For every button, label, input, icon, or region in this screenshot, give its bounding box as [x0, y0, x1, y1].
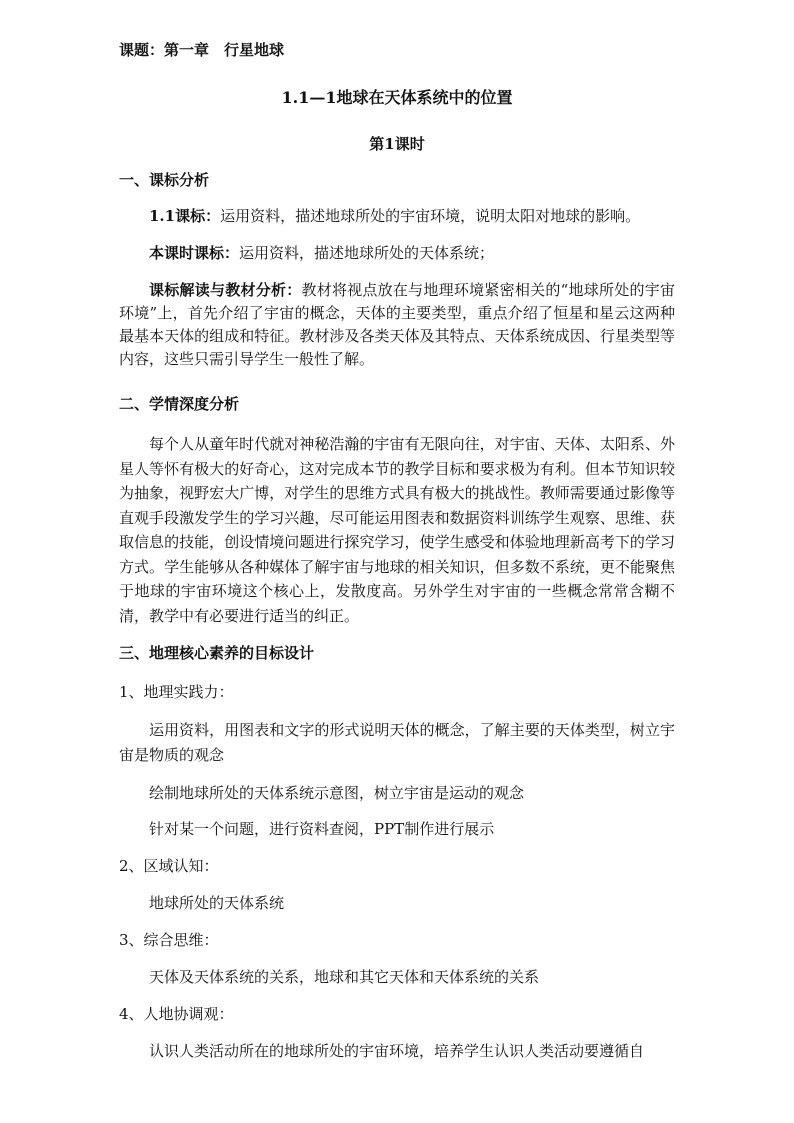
analysis-label: 课标解读与教材分析： — [149, 281, 302, 299]
item-1-point-1: 运用资料，用图表和文字的形式说明天体的概念，了解主要的天体类型，树立宇宙是物质的观念 — [119, 721, 675, 764]
course-title: 课题：第一章 行星地球 — [119, 41, 285, 59]
lesson-standard-text: 运用资料，描述地球所处的天体系统； — [239, 244, 495, 262]
item-1-point-3: 针对某一个问题，进行资料查阅，PPT制作进行展示 — [149, 820, 495, 838]
item-1-point-2: 绘制地球所处的天体系统示意图，树立宇宙是运动的观念 — [149, 784, 525, 802]
heading-3: 三、地理核心素养的目标设计 — [119, 644, 315, 662]
item-2-title: 2、区域认知： — [119, 857, 219, 875]
student-analysis-paragraph: 每个人从童年时代就对神秘浩瀚的宇宙有无限向往，对宇宙、天体、太阳系、外星人等怀有极大的好奇心，这对完成本节的教学目标和要求极为有利。但本节知识较为抽象，视野宏大广博，对学生的思维方式具有极大的挑战性。教师需要通过影像等直观手段激发学生的学习兴趣，尽可能运用图表和数据资料训练学生观察、思维、获取信息的技能，创设情境问题进行探究学习，使学生感受和体验地理新高考下的学习方式。学生能够从各种媒体了解宇宙与地球的相关知识，但多数不系统，更不能聚焦于地球的宇宙环境这个核心上，发散度高。另外学生对宇宙的一些概念常常含糊不清，教学中有必要进行适当的纠正。 — [119, 435, 675, 625]
heading-1: 一、课标分析 — [119, 171, 210, 189]
analysis-paragraph — [119, 279, 675, 371]
item-4-title: 4、人地协调观： — [119, 1005, 234, 1023]
standard-label: 1.1课标： — [149, 207, 221, 225]
lesson-standard-label: 本课时课标： — [149, 244, 240, 262]
item-1-title: 1、地理实践力： — [119, 683, 234, 701]
lesson-number: 第1课时 — [369, 135, 425, 153]
analysis-text: 教材将视点放在与地理环境紧密相关的“地球所处的宇宙环境”上，首先介绍了宇宙的概念，天体的主要类型，重点介绍了恒星和星云这两种最基本天体的组成和特征。教材涉及各类天体及其特点、天体系统成因、行星类型等内容，这些只需引导学生一般性了解。 — [119, 281, 675, 368]
heading-2: 二、学情深度分析 — [119, 395, 240, 413]
lesson-standard-line — [149, 243, 494, 263]
item-4-point-1: 认识人类活动所在的地球所处的宇宙环境，培养学生认识人类活动要遵循自 — [149, 1042, 645, 1060]
section-title: 1.1—1地球在天体系统中的位置 — [281, 88, 513, 107]
item-3-point-1: 天体及天体系统的关系，地球和其它天体和天体系统的关系 — [149, 968, 540, 986]
standard-line — [149, 206, 640, 226]
standard-text: 运用资料，描述地球所处的宇宙环境，说明太阳对地球的影响。 — [220, 207, 641, 225]
item-2-point-1: 地球所处的天体系统 — [149, 894, 285, 912]
item-3-title: 3、综合思维： — [119, 931, 219, 949]
